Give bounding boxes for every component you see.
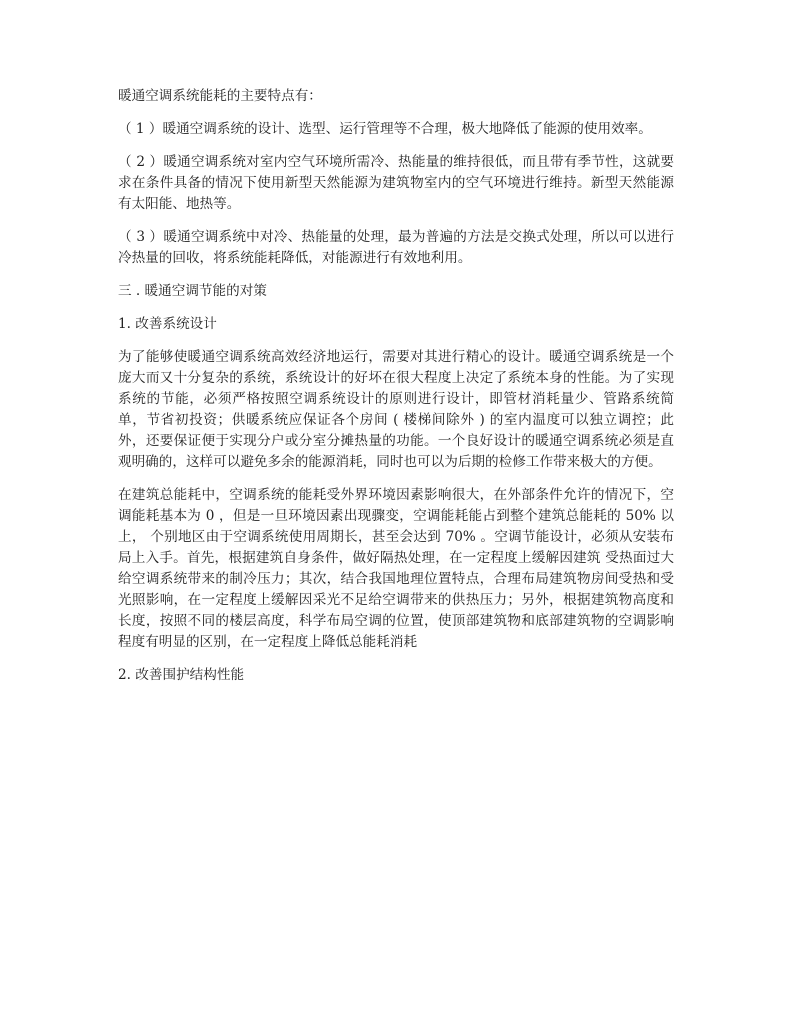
subsection-heading-1: 1. 改善系统设计 [118,316,217,332]
feature-item-1: （ 1 ）暖通空调系统的设计、选型、运行管理等不合理，极大地降低了能源的使用效率。 [118,121,652,137]
feature-item-2: （ 2 ）暖通空调系统对室内空气环境所需冷、热能量的维持很低，而且带有季节性，这就要求在条件具备的情况下使用新型天然能源为建筑物室内的空气环境进行维持。新型天然能源有太阳能、地热等。 [118,154,674,212]
section-heading: 三 . 暖通空调节能的对策 [118,283,267,299]
body-paragraph-1: 为了能够使暖通空调系统高效经济地运行，需要对其进行精心的设计。暖通空调系统是一个庞大而又十分复杂的系统，系统设计的好坏在很大程度上决定了系统本身的性能。为了实现系统的节能，必须严格按照空调系统设计的原则进行设计，即管材消耗量少、管路系统简单，节省初投资；供暖系统应保证各个房间 ( 楼梯间除外 ) 的室内温度可以独立调控；此外，还要保证便于实现分户或分室分摊热量的功能。一个良好设计的暖通空调系统必须是直观明确的，这样可以避免多余的能源消耗，同时也可以为后期的检修工作带来极大的方便。 [118,349,674,470]
intro-line: 暖通空调系统能耗的主要特点有： [118,88,322,104]
subsection-heading-2: 2. 改善围护结构性能 [118,667,245,683]
body-paragraph-2: 在建筑总能耗中，空调系统的能耗受外界环境因素影响很大，在外部条件允许的情况下，空调能耗基本为 0 ，但是一旦环境因素出现骤变，空调能耗能占到整个建筑总能耗的 50% 以上， 个别地区由于空调系统使用周期长，甚至会达到 70% 。空调节能设计，必须从安装布局上入手。首先，根据建筑自身条件，做好隔热处理，在一定程度上缓解因建筑 受热面过大给空调系统带来的制冷压力；其次，结合我国地理位置特点，合理布局建筑物房间受热和受光照影响，在一定程度上缓解因采光不足给空调带来的供热压力；另外，根据建筑物高度和长度，按照不同的楼层高度，科学布局空调的位置，使顶部建筑物和底部建筑物的空调影响程度有明显的区别，在一定程度上降低总能耗消耗 [118,487,674,650]
document-page [118,86,674,698]
feature-item-3: （ 3 ）暖通空调系统中对冷、热能量的处理，最为普遍的方法是交换式处理，所以可以进行冷热量的回收，将系统能耗降低，对能源进行有效地利用。 [118,229,674,266]
